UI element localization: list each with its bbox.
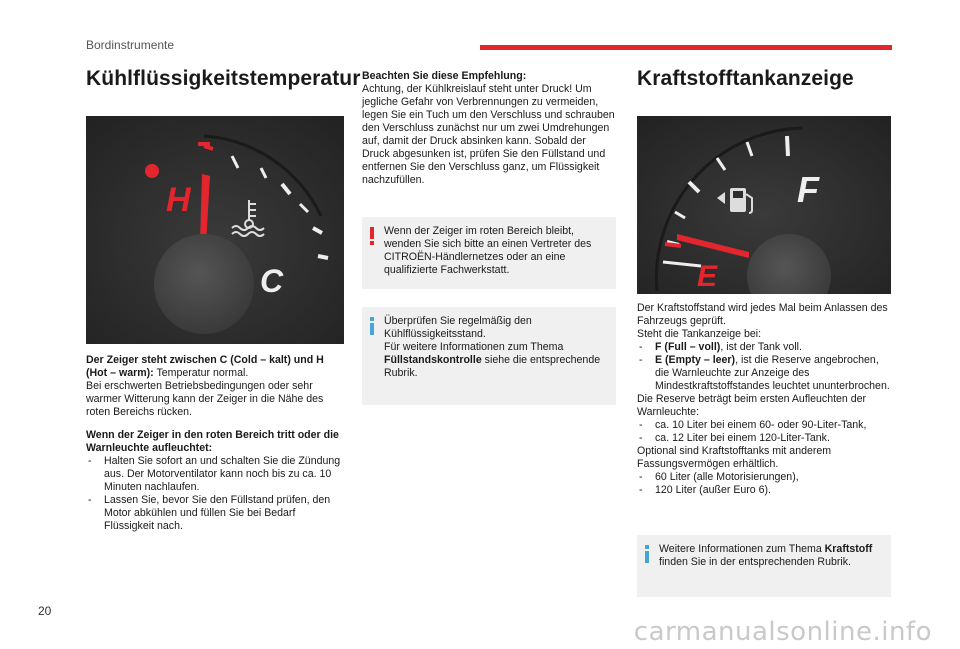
info-note-fuel: [637, 535, 891, 597]
list-item: - ca. 10 Liter bei einem 60- oder 90-Liter-Tank,: [637, 419, 891, 432]
list-item: - F (Full – voll), ist der Tank voll.: [637, 341, 891, 354]
fuel-title: Kraftstofftankanzeige: [637, 67, 854, 90]
list-item: - Halten Sie sofort an und schalten Sie die Zündung aus. Der Motorventilator kann noch bis zu ca. 10 Minuten nachlaufen.: [86, 455, 344, 494]
empty-label: E: [697, 260, 718, 293]
fuel-section: [637, 66, 891, 597]
coolant-title: Kühlflüssigkeitstemperatur: [86, 67, 361, 90]
list-item: - E (Empty – leer), ist die Reserve angebrochen, die Warnleuchte zur Anzeige des Mindestkraftstoffstandes leuchtet ununterbrochen.: [637, 354, 891, 393]
fuel-intro: Der Kraftstoffstand wird jedes Mal beim Anlassen des Fahrzeugs geprüft.: [637, 302, 888, 327]
list-item: - Lassen Sie, bevor Sie den Füllstand prüfen, den Motor abkühlen und füllen Sie bei Bedarf Flüssigkeit nach.: [86, 494, 344, 533]
fuel-gauge-illustration: [637, 116, 891, 294]
reserve-list: [637, 419, 891, 445]
capacity-list: [637, 471, 891, 497]
info-note-coolant: [362, 307, 616, 405]
list-item: - 60 Liter (alle Motorisierungen),: [637, 471, 891, 484]
coolant-section: [86, 66, 361, 533]
coolant-gauge-illustration: [86, 116, 344, 344]
info-icon: [645, 545, 649, 563]
fuel-intro-2: Steht die Tankanzeige bei:: [637, 328, 762, 340]
list-item: - 120 Liter (außer Euro 6).: [637, 484, 891, 497]
info-note-text: Überprüfen Sie regelmäßig den Kühlflüssigkeitsstand.: [384, 315, 532, 340]
normal-range-paragraph: Der Zeiger steht zwischen C (Cold – kalt) und H (Hot – warm): Temperatur normal.: [86, 354, 324, 379]
hot-label: H: [166, 181, 191, 219]
warning-note: [362, 217, 616, 289]
info-note-text: Weitere Informationen zum Thema Kraftstoff finden Sie in der entsprechenden Rubrik.: [659, 543, 873, 568]
recommendation-text: Achtung, der Kühlkreislauf steht unter Druck! Um jegliche Gefahr von Verbrennungen zu vermeiden, legen Sie ein Tuch um den Verschluss und schrauben den Verschluss zunächst nur um zwei Umdrehungen auf, damit der Druck absinken kann. Sobald der Druck abgesunken ist, prüfen Sie den Füllstand und entfernen Sie den Verschluss ganz, um Flüssigkeit nachzufüllen.: [362, 83, 615, 186]
full-label: F: [797, 169, 819, 210]
optional-tanks-text: Optional sind Kraftstofftanks mit anderem Fassungsvermögen erhältlich.: [637, 445, 832, 470]
header-accent-bar: [480, 45, 892, 50]
cold-label: C: [260, 263, 284, 299]
reserve-intro: Die Reserve beträgt beim ersten Aufleuchten der Warnleuchte:: [637, 393, 867, 418]
hot-weather-paragraph: Bei erschwerten Betriebsbedingungen oder sehr warmer Witterung kann der Zeiger in die Nähe des roten Bereichs rücken.: [86, 380, 324, 418]
info-note-reference: Für weitere Informationen zum Thema Füllstandskontrolle siehe die entsprechende Rubrik.: [384, 341, 601, 379]
list-item: - ca. 12 Liter bei einem 120-Liter-Tank.: [637, 432, 891, 445]
watermark: carmanualsonline.info: [633, 617, 932, 647]
red-zone-heading: Wenn der Zeiger in den roten Bereich tritt oder die Warnleuchte aufleuchtet:: [86, 429, 339, 454]
recommendation-section: [362, 70, 616, 405]
section-title: Bordinstrumente: [86, 38, 175, 52]
page-number: 20: [38, 604, 52, 618]
red-zone-steps: [86, 455, 344, 533]
recommendation-title: Beachten Sie diese Empfehlung:: [362, 70, 527, 82]
warning-exclamation-icon: [370, 227, 374, 245]
fuel-levels-list: [637, 341, 891, 393]
warning-note-text: Wenn der Zeiger im roten Bereich bleibt, wenden Sie sich bitte an einen Vertreter des CITROËN-Händlernetzes oder an eine qualifizierte Fachwerkstatt.: [384, 225, 592, 276]
info-icon: [370, 317, 374, 335]
